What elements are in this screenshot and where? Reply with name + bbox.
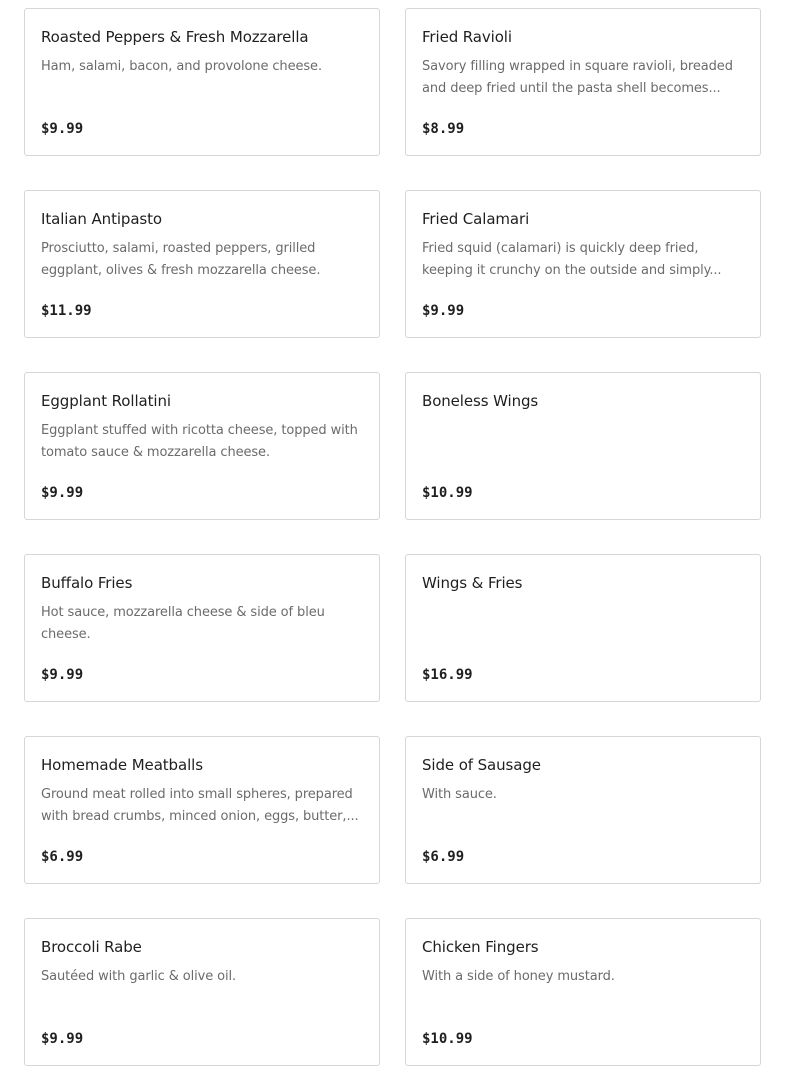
menu-item-price: $9.99	[422, 303, 465, 319]
menu-item-price: $8.99	[422, 121, 465, 137]
menu-item-name: Boneless Wings	[422, 392, 539, 410]
menu-item-card[interactable]	[405, 8, 761, 156]
menu-item-price: $16.99	[422, 667, 473, 683]
menu-item-card[interactable]	[405, 554, 761, 702]
menu-item-card[interactable]	[24, 554, 380, 702]
menu-item-description: Eggplant stuffed with ricotta cheese, topped with tomato sauce & mozzarella cheese.	[41, 423, 358, 460]
menu-item-name: Wings & Fries	[422, 574, 523, 592]
menu-item-name: Broccoli Rabe	[41, 938, 142, 956]
menu-item-price: $9.99	[41, 485, 84, 501]
menu-item-price: $11.99	[41, 303, 92, 319]
menu-item-price: $10.99	[422, 1031, 473, 1047]
menu-item-card[interactable]	[24, 736, 380, 884]
menu-item-card[interactable]	[405, 918, 761, 1066]
menu-item-name: Buffalo Fries	[41, 574, 133, 592]
menu-item-name: Eggplant Rollatini	[41, 392, 171, 410]
menu-item-card[interactable]	[405, 190, 761, 338]
menu-item-name: Chicken Fingers	[422, 938, 539, 956]
menu-item-card[interactable]	[24, 918, 380, 1066]
menu-item-description: Ham, salami, bacon, and provolone cheese.	[41, 59, 322, 74]
menu-item-name: Fried Ravioli	[422, 28, 512, 46]
menu-item-card[interactable]	[24, 190, 380, 338]
menu-item-price: $9.99	[41, 121, 84, 137]
menu-item-card[interactable]	[405, 736, 761, 884]
menu-item-description: With a side of honey mustard.	[422, 969, 615, 984]
menu-item-description: Hot sauce, mozzarella cheese & side of bleu cheese.	[41, 605, 325, 642]
menu-item-price: $6.99	[41, 849, 84, 865]
menu-item-card[interactable]	[24, 372, 380, 520]
menu-item-price: $9.99	[41, 1031, 84, 1047]
menu-item-card[interactable]	[24, 8, 380, 156]
menu-item-price: $6.99	[422, 849, 465, 865]
menu-item-description: Sautéed with garlic & olive oil.	[41, 969, 237, 984]
menu-item-description: With sauce.	[422, 787, 497, 802]
menu-item-name: Side of Sausage	[422, 756, 541, 774]
menu-item-name: Homemade Meatballs	[41, 756, 203, 774]
menu-item-description: Prosciutto, salami, roasted peppers, grilled eggplant, olives & fresh mozzarella cheese.	[41, 241, 321, 278]
menu-item-name: Roasted Peppers & Fresh Mozzarella	[41, 28, 309, 46]
menu-item-price: $10.99	[422, 485, 473, 501]
menu-item-card[interactable]	[405, 372, 761, 520]
menu-item-name: Fried Calamari	[422, 210, 530, 228]
menu-item-price: $9.99	[41, 667, 84, 683]
menu-item-description: Fried squid (calamari) is quickly deep fried, keeping it crunchy on the outside and simply...	[422, 241, 722, 278]
menu-item-description: Savory filling wrapped in square ravioli, breaded and deep fried until the pasta shell becomes...	[422, 59, 733, 96]
menu-item-name: Italian Antipasto	[41, 210, 163, 228]
menu-item-description: Ground meat rolled into small spheres, prepared with bread crumbs, minced onion, eggs, butter,...	[41, 787, 359, 824]
